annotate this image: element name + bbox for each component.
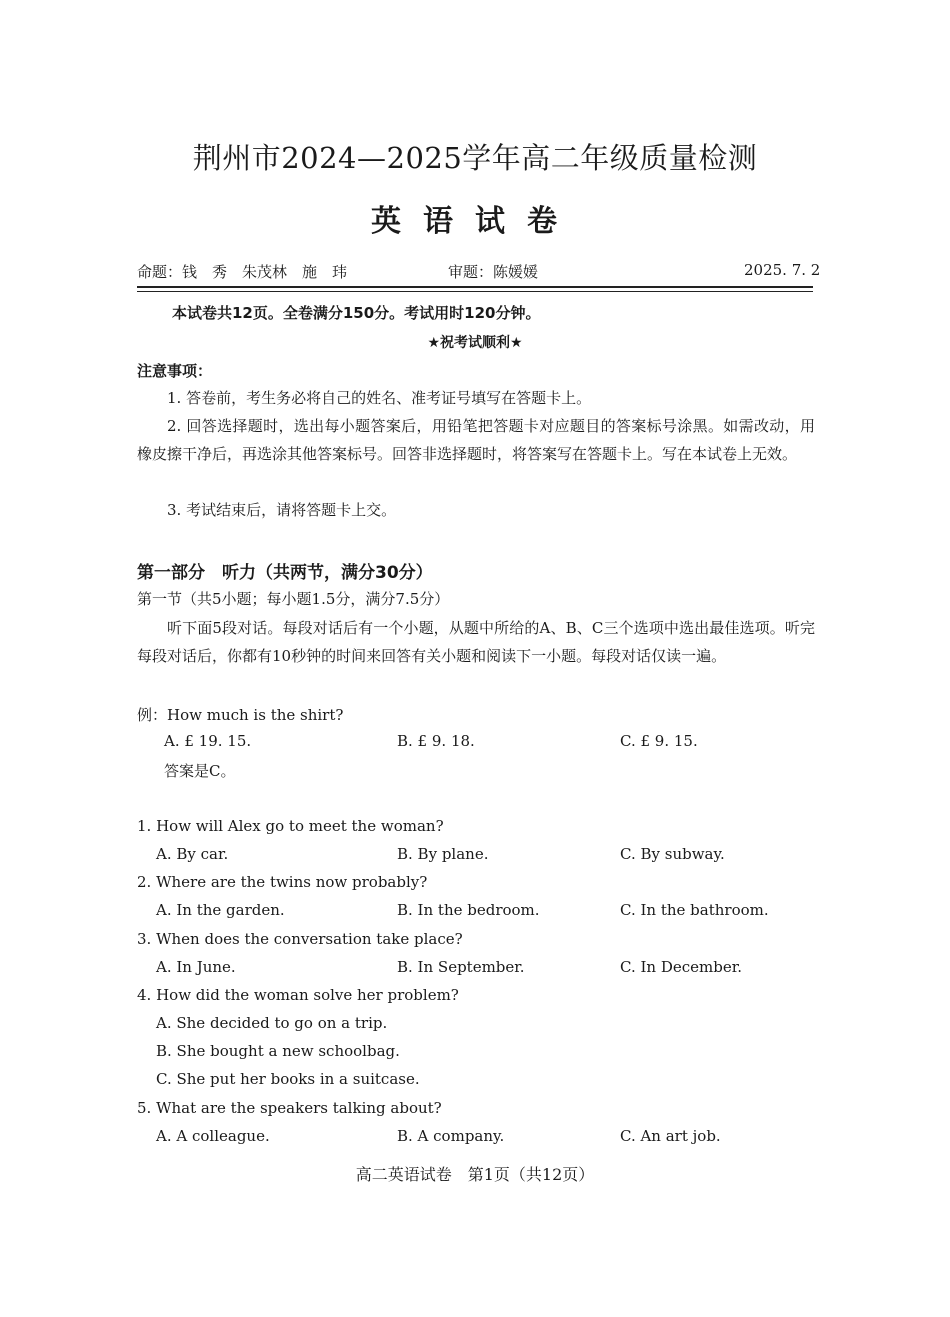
authors-line: 命题：钱 秀 朱茂林 施 玮 [137, 263, 348, 281]
question-5-option-b: B. A company. [397, 1127, 505, 1145]
question-3-option-b: B. In September. [397, 958, 525, 976]
instruction-item-2: 2. 回答选择题时，选出每小题答案后，用铅笔把答题卡对应题目的答案标号涂黑。如需改动，用橡皮擦干净后，再选涂其他答案标号。回答非选择题时，将答案写在答题卡上。写在本试卷上无效。 [137, 417, 815, 463]
question-1-option-c: C. By subway. [620, 845, 725, 863]
exam-notice: 本试卷共12页。全卷满分150分。考试用时120分钟。 [172, 304, 541, 322]
instruction-item-1: 1. 答卷前，考生务必将自己的姓名、准考证号填写在答题卡上。 [167, 389, 592, 407]
example-option-c: C. £ 9. 15. [620, 732, 698, 750]
question-1-option-a: A. By car. [156, 845, 229, 863]
question-4-option-b: B. She bought a new schoolbag. [156, 1042, 400, 1060]
question-5-stem: 5. What are the speakers talking about? [137, 1099, 442, 1117]
question-1-option-b: B. By plane. [397, 845, 489, 863]
question-5-option-c: C. An art job. [620, 1127, 721, 1145]
header-rule-thick [137, 286, 813, 288]
question-2-option-a: A. In the garden. [156, 901, 285, 919]
instruction-item-3: 3. 考试结束后，请将答题卡上交。 [167, 501, 397, 519]
good-luck-line: ★祝考试顺利★ [427, 335, 523, 351]
exam-title: 荆州市2024—2025学年高二年级质量检测 [192, 141, 758, 175]
question-2-option-b: B. In the bedroom. [397, 901, 540, 919]
question-1-stem: 1. How will Alex go to meet the woman? [137, 817, 444, 835]
question-2-option-c: C. In the bathroom. [620, 901, 769, 919]
reviewer-line: 审题：陈媛媛 [448, 263, 539, 281]
question-3-stem: 3. When does the conversation take place? [137, 930, 463, 948]
part1-heading: 第一部分 听力（共两节，满分30分） [137, 563, 433, 583]
instructions-heading: 注意事项： [137, 362, 213, 380]
example-option-b: B. £ 9. 18. [397, 732, 475, 750]
question-3-option-c: C. In December. [620, 958, 743, 976]
exam-date: 2025. 7. 2 [744, 261, 821, 279]
page-footer: 高二英语试卷 第1页（共12页） [355, 1165, 595, 1184]
question-5-option-a: A. A colleague. [156, 1127, 270, 1145]
question-4-stem: 4. How did the woman solve her problem? [137, 986, 459, 1004]
header-rule-thin [137, 291, 813, 292]
example-option-a: A. £ 19. 15. [164, 732, 252, 750]
question-4-option-a: A. She decided to go on a trip. [156, 1014, 388, 1032]
question-3-option-a: A. In June. [156, 958, 236, 976]
question-4-option-c: C. She put her books in a suitcase. [156, 1070, 420, 1088]
question-2-stem: 2. Where are the twins now probably? [137, 873, 428, 891]
section1-heading: 第一节（共5小题；每小题1.5分，满分7.5分） [137, 590, 450, 608]
example-question: 例：How much is the shirt? [137, 706, 344, 724]
exam-subtitle [0, 196, 950, 240]
subtitle-text: 英语试卷 [371, 204, 579, 239]
example-answer: 答案是C。 [164, 762, 236, 780]
listening-directions: 听下面5段对话。每段对话后有一个小题，从题中所给的A、B、C三个选项中选出最佳选项。听完每段对话后，你都有10秒钟的时间来回答有关小题和阅读下一小题。每段对话仅读一遍。 [137, 619, 815, 665]
